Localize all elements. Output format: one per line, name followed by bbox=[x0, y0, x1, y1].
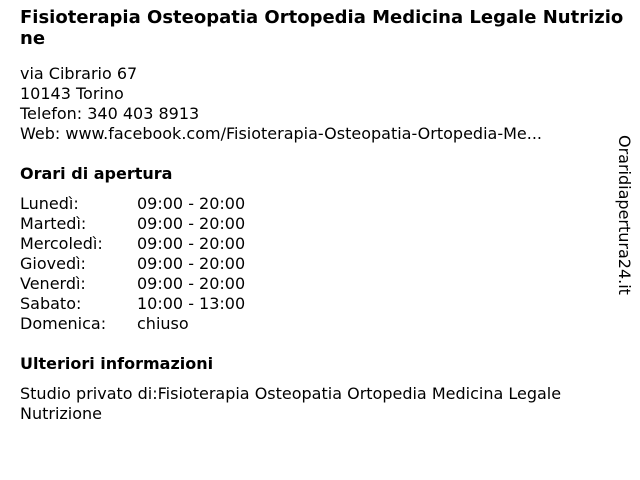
time-value: chiuso bbox=[137, 314, 189, 333]
business-name: Fisioterapia Osteopatia Ortopedia Medicina Legale Nutrizione bbox=[20, 7, 624, 49]
city-line: 10143 Torino bbox=[20, 84, 124, 103]
opening-hours-table bbox=[20, 194, 245, 334]
day-label: Giovedì: bbox=[20, 254, 86, 273]
site-watermark: Oraridiapertura24.it bbox=[615, 135, 634, 295]
opening-hours-heading: Orari di apertura bbox=[20, 164, 173, 183]
address-line: via Cibrario 67 bbox=[20, 64, 138, 83]
day-label: Domenica: bbox=[20, 314, 107, 333]
hours-row-monday bbox=[20, 194, 245, 214]
hours-row-tuesday bbox=[20, 214, 245, 234]
hours-row-thursday bbox=[20, 254, 245, 274]
day-label: Lunedì: bbox=[20, 194, 79, 213]
day-label: Mercoledì: bbox=[20, 234, 103, 253]
hours-row-friday bbox=[20, 274, 245, 294]
contact-block bbox=[20, 64, 542, 144]
day-label: Martedì: bbox=[20, 214, 87, 233]
time-value: 09:00 - 20:00 bbox=[137, 194, 246, 213]
additional-info-text: Studio privato di:Fisioterapia Osteopatia Ortopedia Medicina Legale Nutrizione bbox=[20, 384, 562, 423]
day-label: Sabato: bbox=[20, 294, 82, 313]
additional-info-heading: Ulteriori informazioni bbox=[20, 354, 214, 373]
hours-row-sunday bbox=[20, 314, 245, 334]
time-value: 09:00 - 20:00 bbox=[137, 254, 246, 273]
time-value: 10:00 - 13:00 bbox=[137, 294, 246, 313]
time-value: 09:00 - 20:00 bbox=[137, 274, 246, 293]
phone-line[interactable]: Telefon: 340 403 8913 bbox=[20, 104, 200, 123]
time-value: 09:00 - 20:00 bbox=[137, 234, 246, 253]
time-value: 09:00 - 20:00 bbox=[137, 214, 246, 233]
hours-row-wednesday bbox=[20, 234, 245, 254]
website-line[interactable]: Web: www.facebook.com/Fisioterapia-Osteopatia-Ortopedia-Me... bbox=[20, 124, 542, 143]
hours-row-saturday bbox=[20, 294, 245, 314]
day-label: Venerdì: bbox=[20, 274, 86, 293]
